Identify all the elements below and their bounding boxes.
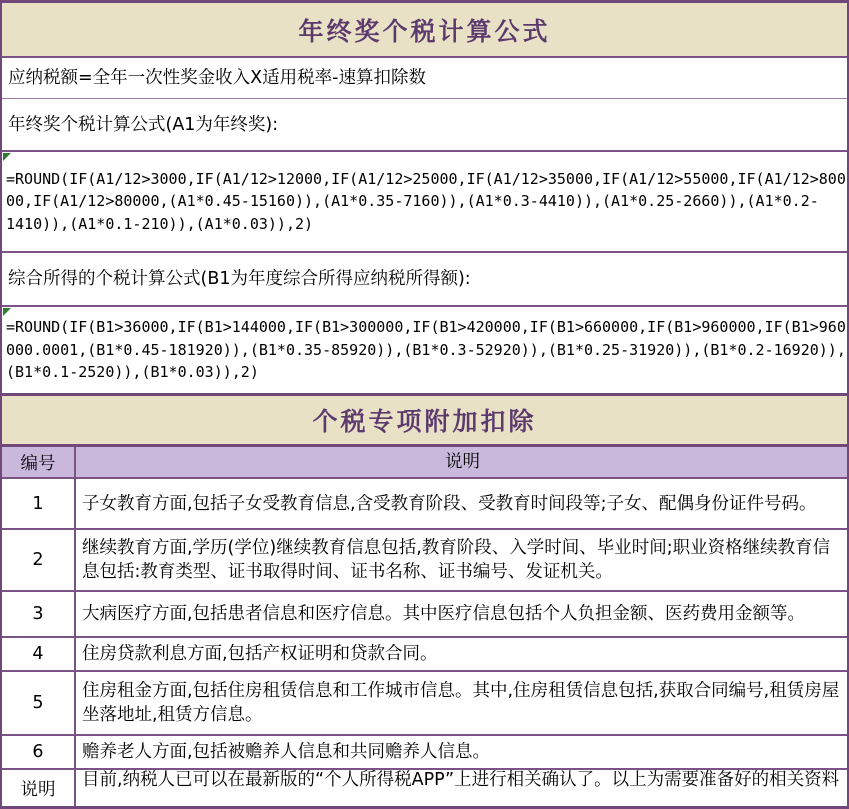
section2-title: 个税专项附加扣除 xyxy=(2,393,847,444)
row-id: 6 xyxy=(2,736,76,768)
row-id: 说明 xyxy=(2,770,76,806)
tax-amount-intro-text: 应纳税额=全年一次性奖金收入X适用税率-速算扣除数 xyxy=(8,68,426,88)
formula-b-label-text: 综合所得的个税计算公式(B1为年度综合所得应纳税所得额): xyxy=(8,269,471,289)
cell-formula-b-label xyxy=(2,251,847,305)
row-desc: 赡养老人方面,包括被赡养人信息和共同赡养人信息。 xyxy=(82,742,491,762)
section1-title: 年终奖个税计算公式 xyxy=(2,3,847,56)
row-desc: 子女教育方面,包括子女受教育信息,含受教育阶段、受教育时间段等;子女、配偶身份证件号码。 xyxy=(82,493,817,514)
cell-tax-amount-intro xyxy=(2,56,847,98)
row-desc: 大病医疗方面,包括患者信息和医疗信息。其中医疗信息包括个人负担金额、医药费用金额等。 xyxy=(82,604,806,624)
table-row xyxy=(2,670,847,734)
formula-a-label-text: 年终奖个税计算公式(A1为年终奖): xyxy=(8,114,279,135)
row-id: 3 xyxy=(2,592,76,636)
row-desc: 目前,纳税人已可以在最新版的“个人所得税APP”上进行相关确认了。以上为需要准备好的相关资料 xyxy=(82,770,840,790)
row-id: 4 xyxy=(2,638,76,670)
table-row xyxy=(2,734,847,768)
error-indicator-icon xyxy=(3,153,11,161)
row-desc: 住房租金方面,包括住房租赁信息和工作城市信息。其中,住房租赁信息包括,获取合同编号,租赁房屋坐落地址,租赁方信息。 xyxy=(82,681,840,725)
table-row xyxy=(2,590,847,636)
cell-formula-b xyxy=(2,305,847,393)
table-row xyxy=(2,528,847,590)
error-indicator-icon xyxy=(3,308,11,316)
row-desc: 继续教育方面,学历(学位)继续教育信息包括,教育阶段、入学时间、毕业时间;职业资格继续教育信息包括:教育类型、证书取得时间、证书名称、证书编号、发证机关。 xyxy=(82,538,831,582)
row-id: 2 xyxy=(2,530,76,590)
cell-formula-a-label xyxy=(2,98,847,150)
formula-a-text: =ROUND(IF(A1/12>3000,IF(A1/12>12000,IF(A1/12>25000,IF(A1/12>35000,IF(A1/12>55000,IF(A1/12>80000,IF(A1/12>80000,(A1*0.45-15160)),(A1*0.35-7160)),(A1*0.3-4410)),(A1*0.25-2660)),(A1*0.2-1410)),(A1*0.1-210)),(A1*0.03)),2) xyxy=(6,169,846,233)
column-header-desc: 说明 xyxy=(445,452,480,472)
row-id: 5 xyxy=(2,672,76,734)
row-id: 1 xyxy=(2,479,76,528)
row-desc: 住房贷款利息方面,包括产权证明和贷款合同。 xyxy=(82,644,438,664)
table-row-note xyxy=(2,768,847,806)
formula-b-text: =ROUND(IF(B1>36000,IF(B1>144000,IF(B1>300000,IF(B1>420000,IF(B1>660000,IF(B1>960000,IF(B1>960000.0001,(B1*0.45-181920)),(B1*0.35-85920)),(B1*0.3-52920)),(B1*0.25-31920)),(B1*0.2-16920)),(B1*0.1-2520)),(B1*0.03)),2) xyxy=(6,318,846,382)
deduction-table-header xyxy=(2,444,847,477)
cell-formula-a xyxy=(2,150,847,251)
table-row xyxy=(2,477,847,528)
column-header-id: 编号 xyxy=(2,447,76,477)
table-row xyxy=(2,636,847,670)
